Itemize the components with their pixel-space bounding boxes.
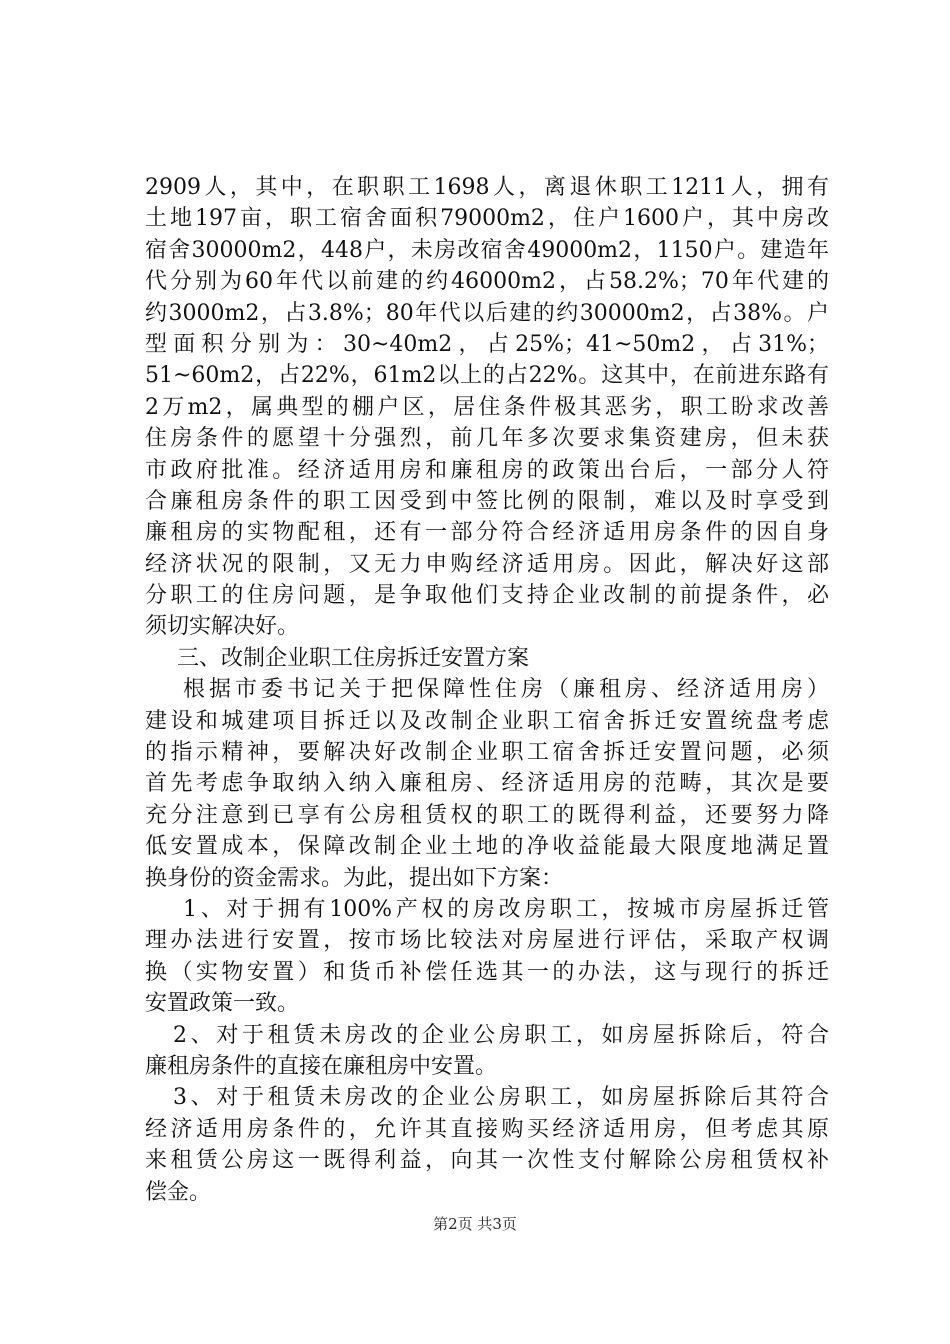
list-item-line: 换（实物安置）和货币补偿任选其一的办法，这与现行的拆迁 (145, 959, 829, 985)
list-item-line: 2、对于租赁未房改的企业公房职工，如房屋拆除后，符合 (173, 1022, 829, 1048)
body-line: 分职工的住房问题，是争取他们支持企业改制的前提条件，必 (145, 583, 829, 609)
body-line: 51~60m2，占22%，61m2以上的占22%。这其中，在前进东路有 (145, 363, 829, 389)
body-line: 2万m2，属典型的棚户区，居住条件极其恶劣，职工盼求改善 (145, 394, 829, 420)
body-line: 市政府批准。经济适用房和廉租房的政策出台后，一部分人符 (145, 457, 829, 483)
body-line: 根据市委书记关于把保障性住房（廉租房、经济适用房） (183, 677, 829, 703)
body-line: 廉租房的实物配租，还有一部分符合经济适用房条件的因自身 (145, 520, 829, 546)
list-item-line: 理办法进行安置，按市场比较法对房屋进行评估，采取产权调 (145, 928, 829, 954)
body-line: 2909人，其中，在职职工1698人，离退休职工1211人，拥有 (145, 175, 829, 200)
list-item-line: 安置政策一致。 (145, 991, 300, 1017)
list-item-line: 3、对于租赁未房改的企业公房职工，如房屋拆除后其符合 (173, 1085, 829, 1111)
section-heading: 三、改制企业职工住房拆迁安置方案 (177, 645, 530, 671)
body-line: 建设和城建项目拆迁以及改制企业职工宿舍拆迁安置统盘考虑 (145, 708, 829, 734)
list-item-line: 1、对于拥有100%产权的房改房职工，按城市房屋拆迁管 (183, 896, 829, 922)
body-line: 型面积分别为：30~40m2，占25%；41~50m2，占31%； (145, 331, 829, 357)
body-line: 合廉租房条件的职工因受到中签比例的限制，难以及时享受到 (145, 488, 829, 514)
list-item-line: 偿金。 (145, 1179, 212, 1205)
body-line: 的指示精神，要解决好改制企业职工宿舍拆迁安置问题，必须 (145, 740, 829, 766)
list-item-line: 来租赁公房这一既得利益，向其一次性支付解除公房租赁权补 (145, 1148, 829, 1174)
body-line: 换身份的资金需求。为此，提出如下方案： (145, 865, 564, 891)
body-line: 土地197亩，职工宿舍面积79000m2，住户1600户，其中房改 (145, 206, 829, 232)
body-line: 充分注意到已享有公房租赁权的职工的既得利益，还要努力降 (145, 802, 829, 828)
body-line: 经济状况的限制，又无力申购经济适用房。因此，解决好这部 (145, 551, 829, 577)
body-line: 首先考虑争取纳入纳入廉租房、经济适用房的范畴，其次是要 (145, 771, 829, 797)
page-number: 第2页 共3页 (433, 1215, 517, 1233)
list-item-line: 廉租房条件的直接在廉租房中安置。 (145, 1053, 498, 1079)
body-line: 代分别为60年代以前建的约46000m2，占58.2%；70年代建的 (145, 269, 829, 295)
body-line: 约3000m2，占3.8%；80年代以后建的约30000m2，占38%。户 (145, 300, 829, 326)
body-line: 低安置成本，保障改制企业土地的净收益能最大限度地满足置 (145, 834, 829, 860)
document-body (145, 172, 829, 1208)
list-item-line: 经济适用房条件的，允许其直接购买经济适用房，但考虑其原 (145, 1116, 829, 1142)
body-line: 宿舍30000m2，448户，未房改宿舍49000m2，1150户。建造年 (145, 237, 829, 263)
body-line: 须切实解决好。 (145, 614, 300, 640)
body-line: 住房条件的愿望十分强烈，前几年多次要求集资建房，但未获 (145, 426, 829, 452)
